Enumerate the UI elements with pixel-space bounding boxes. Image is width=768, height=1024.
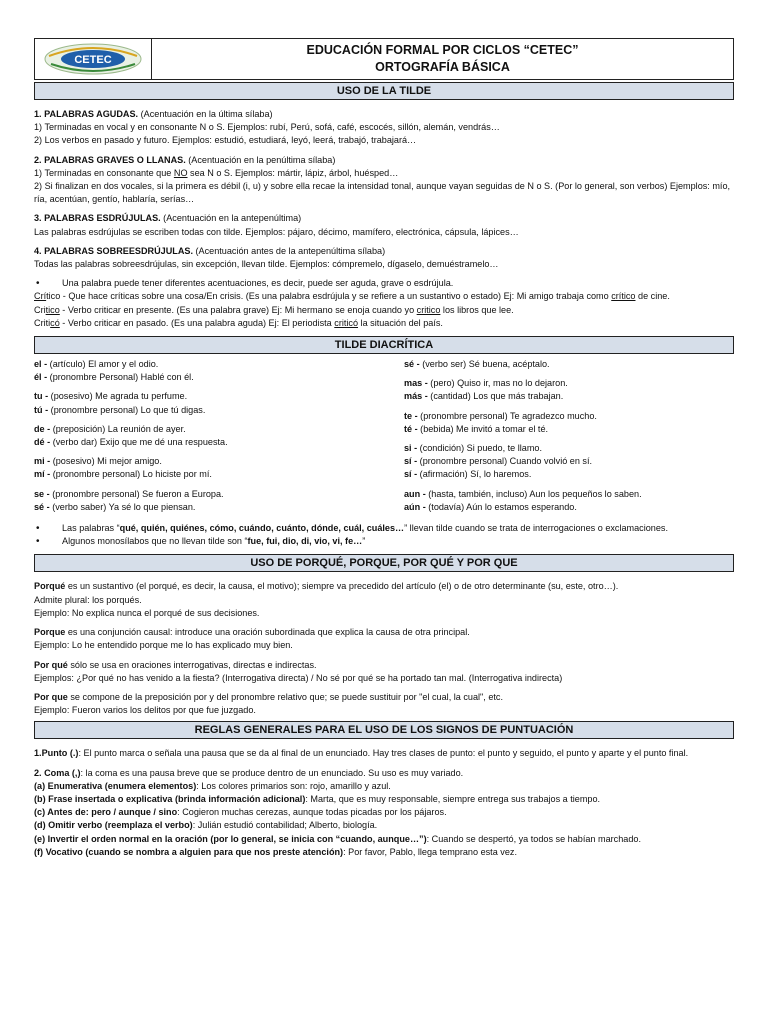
diacritica-pair [34,423,384,449]
critico-line-1: Crítico - Que hace críticas sobre una cosa/En crisis. (Es una palabra esdrújula y se refiere a un sustantivo o estado) Ej: Mi amigo trabaja como crítico de cine. [34,291,670,302]
diacritica-entry: dé - (verbo dar) Exijo que me dé una respuesta. [34,437,228,448]
diacritica-entry: té - (bebida) Me invitó a tomar el té. [404,423,549,434]
diacritica-pair [34,358,384,384]
band-porque: USO DE PORQUÉ, PORQUE, POR QUÉ Y POR QUE [34,554,734,572]
esdrujulas-heading: 3. PALABRAS ESDRÚJULAS. (Acentuación en la antepenúltima) [34,213,302,224]
por-que-ejemplo: Ejemplo: Fueron varios los delitos por que fue juzgado. [34,705,256,716]
coma-item: (a) Enumerativa (enumera elementos): Los colores primarios son: rojo, amarillo y azul. [34,780,391,791]
porque-plural: Admite plural: los porqués. [34,594,142,605]
coma-item: (c) Antes de: pero / aunque / sino: Cogieron muchas cerezas, aunque todas picadas por los pájaros. [34,807,447,818]
diacritica-entry: sí - (afirmación) Sí, lo haremos. [404,469,532,480]
title-line-2: ORTOGRAFÍA BÁSICA [375,60,510,74]
diacritica-pair [404,488,734,514]
critico-line-3: Criticó - Verbo criticar en pasado. (Es una palabra aguda) Ej: El periodista criticó la situación del país. [34,317,443,328]
diacritica-entry: tu - (posesivo) Me agrada tu perfume. [34,391,188,402]
logo [35,39,152,79]
diacritica-pair [404,442,734,482]
critico-line-2: Critico - Verbo criticar en presente. (Es una palabra grave) Ej: Mi hermano se enoja cuando yo critico los libros que lee. [34,304,514,315]
diacritica-notes [34,522,734,548]
diacritica-entry: sé - (verbo ser) Sé buena, acéptalo. [404,359,550,370]
esdrujulas-rule: Las palabras esdrújulas se escriben todas con tilde. Ejemplos: pájaro, décimo, mamífero, electrónica, cápsula, lápices… [34,226,519,237]
graves-heading: 2. PALABRAS GRAVES O LLANAS. (Acentuación en la penúltima sílaba) [34,154,336,165]
sobreesdrujulas-heading: 4. PALABRAS SOBREESDRÚJULAS. (Acentuación antes de la antepenúltima sílaba) [34,245,386,256]
band-uso-tilde: USO DE LA TILDE [34,82,734,100]
diacritica-pair [34,390,384,416]
diacritica-entry: aun - (hasta, también, incluso) Aun los pequeños lo saben. [404,488,642,499]
coma-items [34,780,734,859]
diacritica-entry: te - (pronombre personal) Te agradezco mucho. [404,410,597,421]
diacritica-pair [404,377,734,403]
diacritica-pair [34,455,384,481]
header-title [152,39,733,79]
punto-rule: 1.Punto (.): El punto marca o señala una pausa que se da al final de un enunciado. Hay tres clases de punto: el punto y seguido, el punto y aparte y el punto final. [34,748,689,759]
sobreesdrujulas-rule: Todas las palabras sobreesdrújulas, sin excepción, llevan tilde. Ejemplos: cómpremelo, dígaselo, demuéstramelo… [34,259,499,270]
por-que-ejemplos: Ejemplos: ¿Por qué no has venido a la fiesta? (Interrogativa directa) / No sé por qué se ha portado tan mal. (Interrogativa indirecta) [34,672,563,683]
bullet-monosilabos: • Algunos monosílabos que no llevan tilde son “fue, fui, dio, di, vio, vi, fe…” [34,535,734,548]
diacritica-entry: si - (condición) Si puedo, te llamo. [404,443,542,454]
bullet-acentuaciones: • Una palabra puede tener diferentes acentuaciones, es decir, puede ser aguda, grave o esdrújula. [34,277,734,290]
porque-conjuncion: Porque es una conjunción causal: introduce una oración subordinada que explica la causa de otra principal. [34,627,470,638]
title-line-1: EDUCACIÓN FORMAL POR CICLOS “CETEC” [306,43,579,57]
por-que-relativo: Por que se compone de la preposición por y del pronombre relativo que; se puede sustituir por "el cual, la cual", etc. [34,691,503,702]
cetec-logo-icon [43,42,143,76]
coma-rule: 2. Coma (,): la coma es una pausa breve que se produce dentro de un enunciado. Su uso es muy variado. [34,767,464,778]
section-porque [34,580,734,717]
header [34,38,734,80]
diacritica-entry: más - (cantidad) Los que más trabajan. [404,391,564,402]
diacritica-entry: el - (artículo) El amor y el odio. [34,359,159,370]
por-que-interrogativo: Por qué sólo se usa en oraciones interrogativas, directas e indirectas. [34,659,317,670]
graves-rule-2: 2) Si finalizan en dos vocales, si la primera es débil (i, u) y sobre ella recae la intensidad tonal, aunque vayan seguidas de N o S. (Por lo general, son verbos) Ejemplos: mío, ría, acentúan, gentío, hablaría, serías… [34,181,731,205]
coma-item: (e) Invertir el orden normal en la oración (por lo general, se inicia con “cuando, aunque…”): Cuando se despertó, ya todos se habían marchado. [34,833,641,844]
coma-item: (f) Vocativo (cuando se nombra a alguien para que nos preste atención): Por favor, Pablo, llega temprano esta vez. [34,846,517,857]
diacritica-columns [34,358,734,520]
diacritica-entry: mi - (posesivo) Mi mejor amigo. [34,456,162,467]
section-uso-tilde [34,108,734,330]
agudas-rule-2: 2) Los verbos en pasado y futuro. Ejemplos: estudió, estudiará, leyó, leerá, trabajó, trabajará… [34,135,417,146]
agudas-heading: 1. PALABRAS AGUDAS. (Acentuación en la última sílaba) [34,109,273,119]
diacritica-entry: de - (preposición) La reunión de ayer. [34,423,186,434]
porque-ejemplo-1: Ejemplo: No explica nunca el porqué de sus decisiones. [34,607,260,618]
diacritica-entry: mí - (pronombre personal) Lo hiciste por mí. [34,469,212,480]
document-page [34,38,734,859]
graves-rule-1: 1) Terminadas en consonante que NO sea N o S. Ejemplos: mártir, lápiz, árbol, huésped… [34,167,399,178]
diacritica-entry: mas - (pero) Quiso ir, mas no lo dejaron. [404,378,568,389]
diacritica-pair [404,358,734,371]
porque-sustantivo: Porqué es un sustantivo (el porqué, es decir, la causa, el motivo); siempre va precedido del artículo (el) o de otro determinante (su, este, otro…). [34,581,619,592]
diacritica-entry: sí - (pronombre personal) Cuando volvió en sí. [404,456,593,467]
diacritica-pair [404,410,734,436]
diacritica-entry: él - (pronombre Personal) Hablé con él. [34,372,194,383]
agudas-rule-1: 1) Terminadas en vocal y en consonante N o S. Ejemplos: rubí, Perú, sofá, café, escocés, sillón, alemán, vendrás… [34,122,500,133]
diacritica-entry: aún - (todavía) Aún lo estamos esperando. [404,501,577,512]
diacritica-entry: sé - (verbo saber) Ya sé lo que piensan. [34,501,196,512]
logo-text: CETEC [74,54,112,66]
diacritica-entry: se - (pronombre personal) Se fueron a Europa. [34,488,224,499]
diacritica-entry: tú - (pronombre personal) Lo que tú digas. [34,404,206,415]
section-puntuacion [34,747,734,859]
porque-ejemplo-2: Ejemplo: Lo he entendido porque me lo has explicado muy bien. [34,640,293,651]
band-tilde-diacritica: TILDE DIACRÍTICA [34,336,734,354]
coma-item: (d) Omitir verbo (reemplaza el verbo): Julián estudió contabilidad; Alberto, biología. [34,820,378,831]
coma-item: (b) Frase insertada o explicativa (brinda información adicional): Marta, que es muy responsable, siempre entrega sus trabajos a tiempo. [34,793,601,804]
band-puntuacion: REGLAS GENERALES PARA EL USO DE LOS SIGNOS DE PUNTUACIÓN [34,721,734,739]
diacritica-pair [34,488,384,514]
bullet-interrogativas: • Las palabras “qué, quién, quiénes, cómo, cuándo, cuánto, dónde, cuál, cuáles…” llevan tilde cuando se trata de interrogaciones o exclamaciones. [34,522,734,535]
diacritica-right-column [384,358,734,520]
diacritica-left-column [34,358,384,520]
